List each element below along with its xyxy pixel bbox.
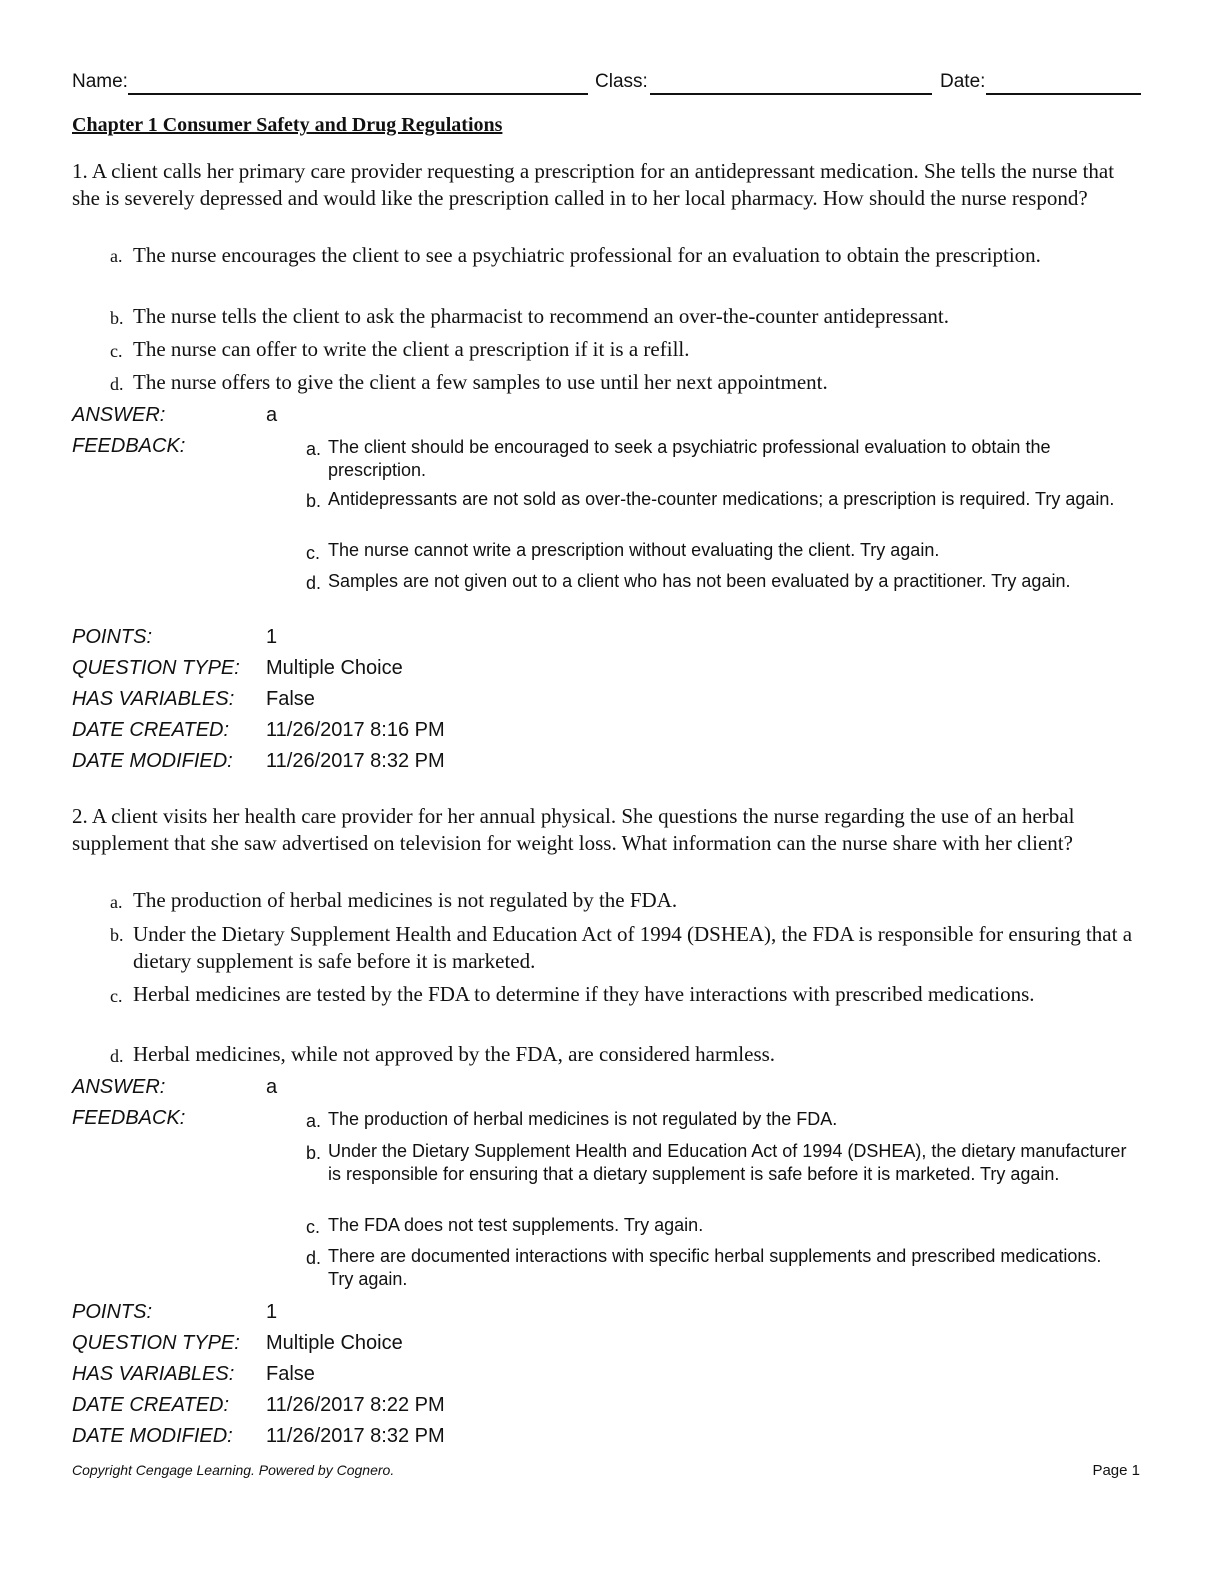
q2-has-variables-value: False xyxy=(266,1363,315,1385)
q1-feedback-b: Antidepressants are not sold as over-the-counter medications; a prescription is required. Try again. xyxy=(328,489,1115,509)
q2-feedback-d-letter: d. xyxy=(306,1248,322,1268)
q1-option-c: The nurse can offer to write the client a prescription if it is a refill. xyxy=(133,337,690,361)
q1-feedback-d: Samples are not given out to a client who has not been evaluated by a practitioner. Try again. xyxy=(328,571,1071,591)
q2-date-modified-label: DATE MODIFIED: xyxy=(72,1425,233,1447)
q1-feedback-d-letter: d. xyxy=(306,573,322,593)
q2-answer-label: ANSWER: xyxy=(72,1076,166,1098)
class-field-line[interactable] xyxy=(650,93,932,95)
footer-page-number: Page 1 xyxy=(1092,1462,1140,1479)
q2-option-b-letter: b. xyxy=(110,925,124,945)
name-field-line[interactable] xyxy=(128,93,588,95)
question-2-text: 2. A client visits her health care provider for her annual physical. She questions the nurse regarding the use of an herbal supplement that she saw advertised on television for weight loss. What information can the nurse share with her client? xyxy=(72,804,1075,855)
q1-feedback-a-letter: a. xyxy=(306,439,322,459)
q2-question-type-label: QUESTION TYPE: xyxy=(72,1332,240,1354)
q2-feedback-label: FEEDBACK: xyxy=(72,1107,186,1129)
q1-option-a-letter: a. xyxy=(110,246,123,266)
q2-feedback-a: The production of herbal medicines is not regulated by the FDA. xyxy=(328,1109,838,1129)
q1-option-b-letter: b. xyxy=(110,308,124,328)
q2-question-type-value: Multiple Choice xyxy=(266,1332,403,1354)
q1-has-variables-value: False xyxy=(266,688,315,710)
q1-feedback-c: The nurse cannot write a prescription without evaluating the client. Try again. xyxy=(328,540,940,560)
q1-option-a: The nurse encourages the client to see a psychiatric professional for an evaluation to obtain the prescription. xyxy=(133,243,1041,267)
q2-feedback-b-letter: b. xyxy=(306,1143,322,1163)
q2-answer-value: a xyxy=(266,1076,278,1098)
q2-points-label: POINTS: xyxy=(72,1301,153,1323)
q2-option-c-letter: c. xyxy=(110,986,123,1006)
q1-date-created-value: 11/26/2017 8:16 PM xyxy=(266,719,445,741)
q2-feedback-c-letter: c. xyxy=(306,1217,321,1237)
q1-question-type-value: Multiple Choice xyxy=(266,657,403,679)
q2-feedback-d: There are documented interactions with specific herbal supplements and prescribed medications. Try again. xyxy=(328,1246,1102,1289)
q1-option-d: The nurse offers to give the client a few samples to use until her next appointment. xyxy=(133,370,828,394)
q1-answer-label: ANSWER: xyxy=(72,404,166,426)
q2-date-created-value: 11/26/2017 8:22 PM xyxy=(266,1394,445,1416)
date-field-line[interactable] xyxy=(986,93,1141,95)
q1-answer-value: a xyxy=(266,404,278,426)
q1-feedback-c-letter: c. xyxy=(306,543,321,563)
q1-date-modified-value: 11/26/2017 8:32 PM xyxy=(266,750,445,772)
q1-date-created-label: DATE CREATED: xyxy=(72,719,230,741)
q2-feedback-c: The FDA does not test supplements. Try again. xyxy=(328,1215,704,1235)
q2-option-b: Under the Dietary Supplement Health and Education Act of 1994 (DSHEA), the FDA is responsible for ensuring that a dietary supplement is safe before it is marketed. xyxy=(133,922,1133,973)
question-1-text: 1. A client calls her primary care provider requesting a prescription for an antidepressant medication. She tells the nurse that she is severely depressed and would like the prescription called in to her local pharmacy. How should the nurse respond? xyxy=(72,159,1115,210)
q2-option-d: Herbal medicines, while not approved by the FDA, are considered harmless. xyxy=(133,1042,776,1066)
q2-has-variables-label: HAS VARIABLES: xyxy=(72,1363,235,1385)
footer-copyright: Copyright Cengage Learning. Powered by Cognero. xyxy=(72,1462,395,1478)
q2-date-modified-value: 11/26/2017 8:32 PM xyxy=(266,1425,445,1447)
q1-question-type-label: QUESTION TYPE: xyxy=(72,657,240,679)
q2-option-a: The production of herbal medicines is not regulated by the FDA. xyxy=(133,888,678,912)
q1-has-variables-label: HAS VARIABLES: xyxy=(72,688,235,710)
q1-points-value: 1 xyxy=(266,626,278,648)
name-label: Name: xyxy=(72,71,128,92)
q2-date-created-label: DATE CREATED: xyxy=(72,1394,230,1416)
q2-option-c: Herbal medicines are tested by the FDA to determine if they have interactions with prescribed medications. xyxy=(133,982,1035,1006)
q2-feedback-a-letter: a. xyxy=(306,1111,322,1131)
q1-feedback-a: The client should be encouraged to seek a psychiatric professional evaluation to obtain the prescription. xyxy=(328,437,1051,480)
q1-option-b: The nurse tells the client to ask the pharmacist to recommend an over-the-counter antidepressant. xyxy=(133,304,949,328)
chapter-title: Chapter 1 Consumer Safety and Drug Regulations xyxy=(72,114,503,136)
q1-feedback-b-letter: b. xyxy=(306,491,322,511)
q1-feedback-label: FEEDBACK: xyxy=(72,435,186,457)
q1-points-label: POINTS: xyxy=(72,626,153,648)
q1-date-modified-label: DATE MODIFIED: xyxy=(72,750,233,772)
q2-option-d-letter: d. xyxy=(110,1046,124,1066)
q2-feedback-b: Under the Dietary Supplement Health and Education Act of 1994 (DSHEA), the dietary manufacturer is responsible for ensuring that a dietary supplement is safe before it is marketed. Try again. xyxy=(328,1141,1127,1184)
q1-option-d-letter: d. xyxy=(110,374,124,394)
q2-option-a-letter: a. xyxy=(110,892,123,912)
q2-points-value: 1 xyxy=(266,1301,278,1323)
date-label: Date: xyxy=(940,71,986,92)
class-label: Class: xyxy=(595,71,648,92)
q1-option-c-letter: c. xyxy=(110,341,123,361)
